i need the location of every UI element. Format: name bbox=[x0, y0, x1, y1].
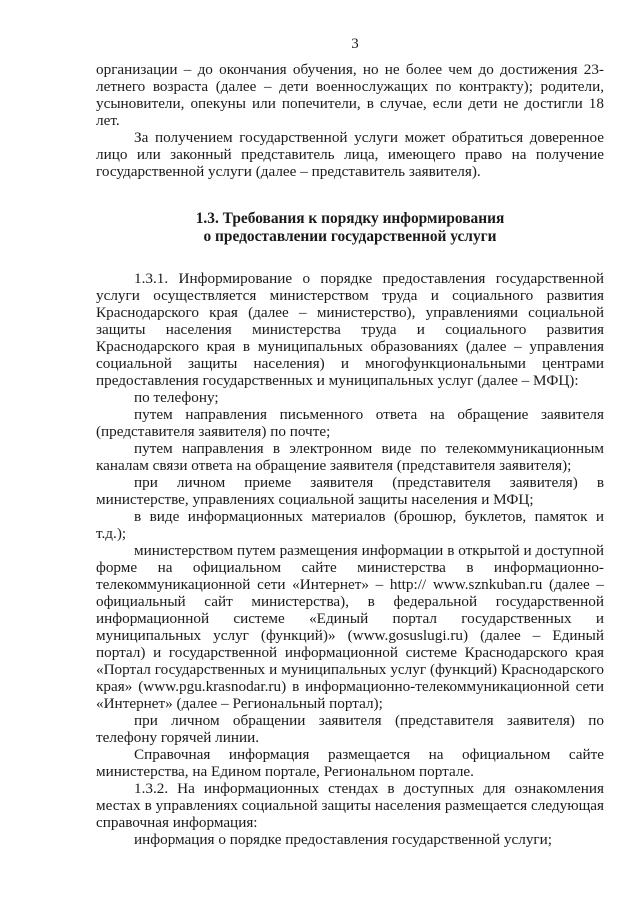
paragraph: при личном обращении заявителя (представителя заявителя) по телефону горячей линии. bbox=[96, 712, 604, 746]
paragraph: путем направления письменного ответа на обращение заявителя (представителя заявителя) по почте; bbox=[96, 406, 604, 440]
paragraph: За получением государственной услуги может обратиться доверенное лицо или законный представитель лица, имеющего право на получение государственной услуги (далее – представитель заявителя). bbox=[96, 129, 604, 180]
paragraph: 1.3.2. На информационных стендах в доступных для ознакомления местах в управлениях социальной защиты населения размещается следующая справочная информация: bbox=[96, 780, 604, 831]
paragraph: организации – до окончания обучения, но не более чем до достижения 23-летнего возраста (далее – дети военнослужащих по контракту); родители, усыновители, опекуны или попечители, в случае, если дети не достигли 18 лет. bbox=[96, 61, 604, 129]
section-heading bbox=[96, 210, 604, 246]
paragraph: в виде информационных материалов (брошюр, буклетов, памяток и т.д.); bbox=[96, 508, 604, 542]
section-heading-line: 1.3. Требования к порядку информирования bbox=[195, 210, 505, 227]
section-heading-line: о предоставлении государственной услуги bbox=[203, 228, 497, 245]
paragraph: Справочная информация размещается на официальном сайте министерства, на Едином портале, Региональном портале. bbox=[96, 746, 604, 780]
paragraph: министерством путем размещения информации в открытой и доступной форме на официальном сайте министерства в информационно-телекоммуникационной сети «Интернет» – http:// www.sznkuban.ru (далее – официальный сайт министерства), в федеральной государственной информационной системе «Единый портал государственных и муниципальных услуг (функций)» (www.gosuslugi.ru) (далее – Единый портал) и государственной информационной системе Краснодарского края «Портал государственных и муниципальных услуг (функций) Краснодарского края» (www.pgu.krasnodar.ru) в информационно-телекоммуникационной сети «Интернет» (далее – Региональный портал); bbox=[96, 542, 604, 712]
paragraph: информация о порядке предоставления государственной услуги; bbox=[134, 831, 553, 848]
paragraph: путем направления в электронном виде по телекоммуникационным каналам связи ответа на обращение заявителя (представителя заявителя); bbox=[96, 440, 604, 474]
paragraph: 1.3.1. Информирование о порядке предоставления государственной услуги осуществляется министерством труда и социального развития Краснодарского края (далее – министерство), управлениями социальной защиты населения министерства труда и социального развития Краснодарского края в муниципальных образованиях (далее – управления социальной защиты населения) и многофункциональными центрами предоставления государственных и муниципальных услуг (далее – МФЦ): bbox=[96, 270, 604, 389]
page-number: 3 bbox=[351, 36, 359, 52]
paragraph: при личном приеме заявителя (представителя заявителя) в министерстве, управлениях социальной защиты населения и МФЦ; bbox=[96, 474, 604, 508]
paragraph: по телефону; bbox=[134, 389, 219, 406]
